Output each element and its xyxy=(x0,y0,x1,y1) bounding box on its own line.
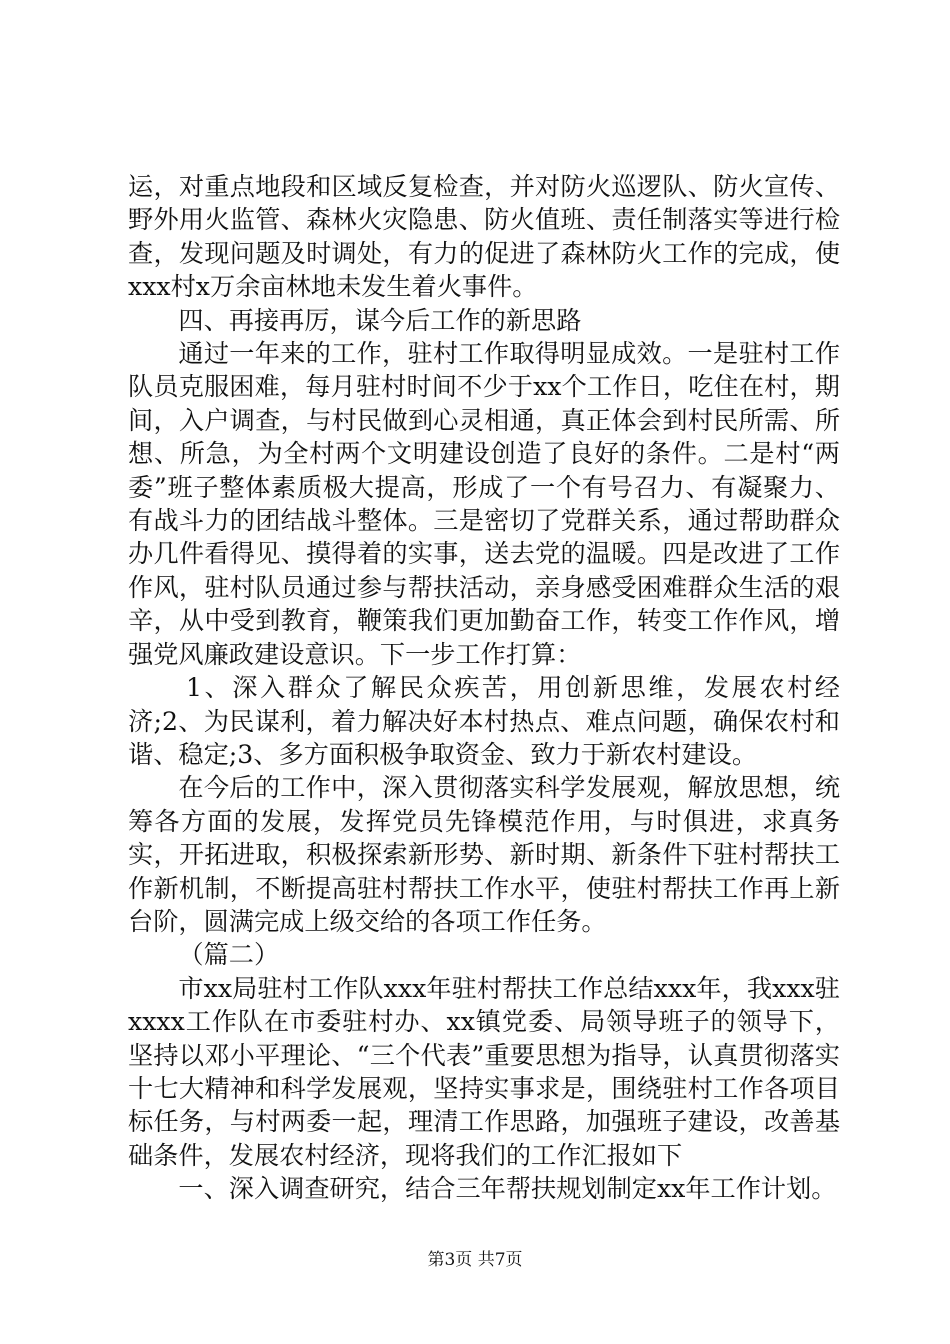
paragraph: 运，对重点地段和区域反复检查，并对防火巡逻队、防火宣传、野外用火监管、森林火灾隐患、防火值班、责任制落实等进行检查，发现问题及时调处，有力的促进了森林防火工作的完成，使xxx村x万余亩林地未发生着火事件。 xyxy=(128,172,840,302)
paragraph: 通过一年来的工作，驻村工作取得明显成效。一是驻村工作队员克服困难，每月驻村时间不少于xx个工作日，吃住在村，期间，入户调查，与村民做到心灵相通，真正体会到村民所需、所想、所急，为全村两个文明建设创造了良好的条件。二是村“两委”班子整体素质极大提高，形成了一个有号召力、有凝聚力、有战斗力的团结战斗整体。三是密切了党群关系，通过帮助群众办几件看得见、摸得着的实事，送去党的温暖。四是改进了工作作风，驻村队员通过参与帮扶活动，亲身感受困难群众生活的艰辛，从中受到教育，鞭策我们更加勤奋工作，转变工作作风，增强党风廉政建设意识。下一步工作打算： xyxy=(128,339,840,669)
paragraph: 在今后的工作中，深入贯彻落实科学发展观，解放思想，统筹各方面的发展，发挥党员先锋模范作用，与时俱进，求真务实，开拓进取，积极探索新形势、新时期、新条件下驻村帮扶工作新机制，不断提高驻村帮扶工作水平，使驻村帮扶工作再上新台阶，圆满完成上级交给的各项工作任务。 xyxy=(128,773,840,936)
page-footer: 第3页 共7页 xyxy=(427,1250,523,1270)
paragraph: 一、深入调查研究，结合三年帮扶规划制定xx年工作计划。 xyxy=(178,1174,837,1204)
section-heading: （篇二） xyxy=(178,940,280,970)
paragraph: 市xx局驻村工作队xxx年驻村帮扶工作总结xxx年，我xxx驻xxxx工作队在市委驻村办、xx镇党委、局领导班子的领导下，坚持以邓小平理论、“三个代表”重要思想为指导，认真贯彻落实十七大精神和科学发展观，坚持实事求是，围绕驻村工作各项目标任务，与村两委一起，理清工作思路，加强班子建设，改善基础条件，发展农村经济，现将我们的工作汇报如下 xyxy=(128,973,840,1170)
paragraph: 1、深入群众了解民众疾苦，用创新思维，发展农村经济;2、为民谋利，着力解决好本村热点、难点问题，确保农村和谐、稳定;3、多方面积极争取资金、致力于新农村建设。 xyxy=(128,673,840,769)
section-heading: 四、再接再厉，谋今后工作的新思路 xyxy=(178,305,582,335)
document-body xyxy=(128,170,840,1206)
